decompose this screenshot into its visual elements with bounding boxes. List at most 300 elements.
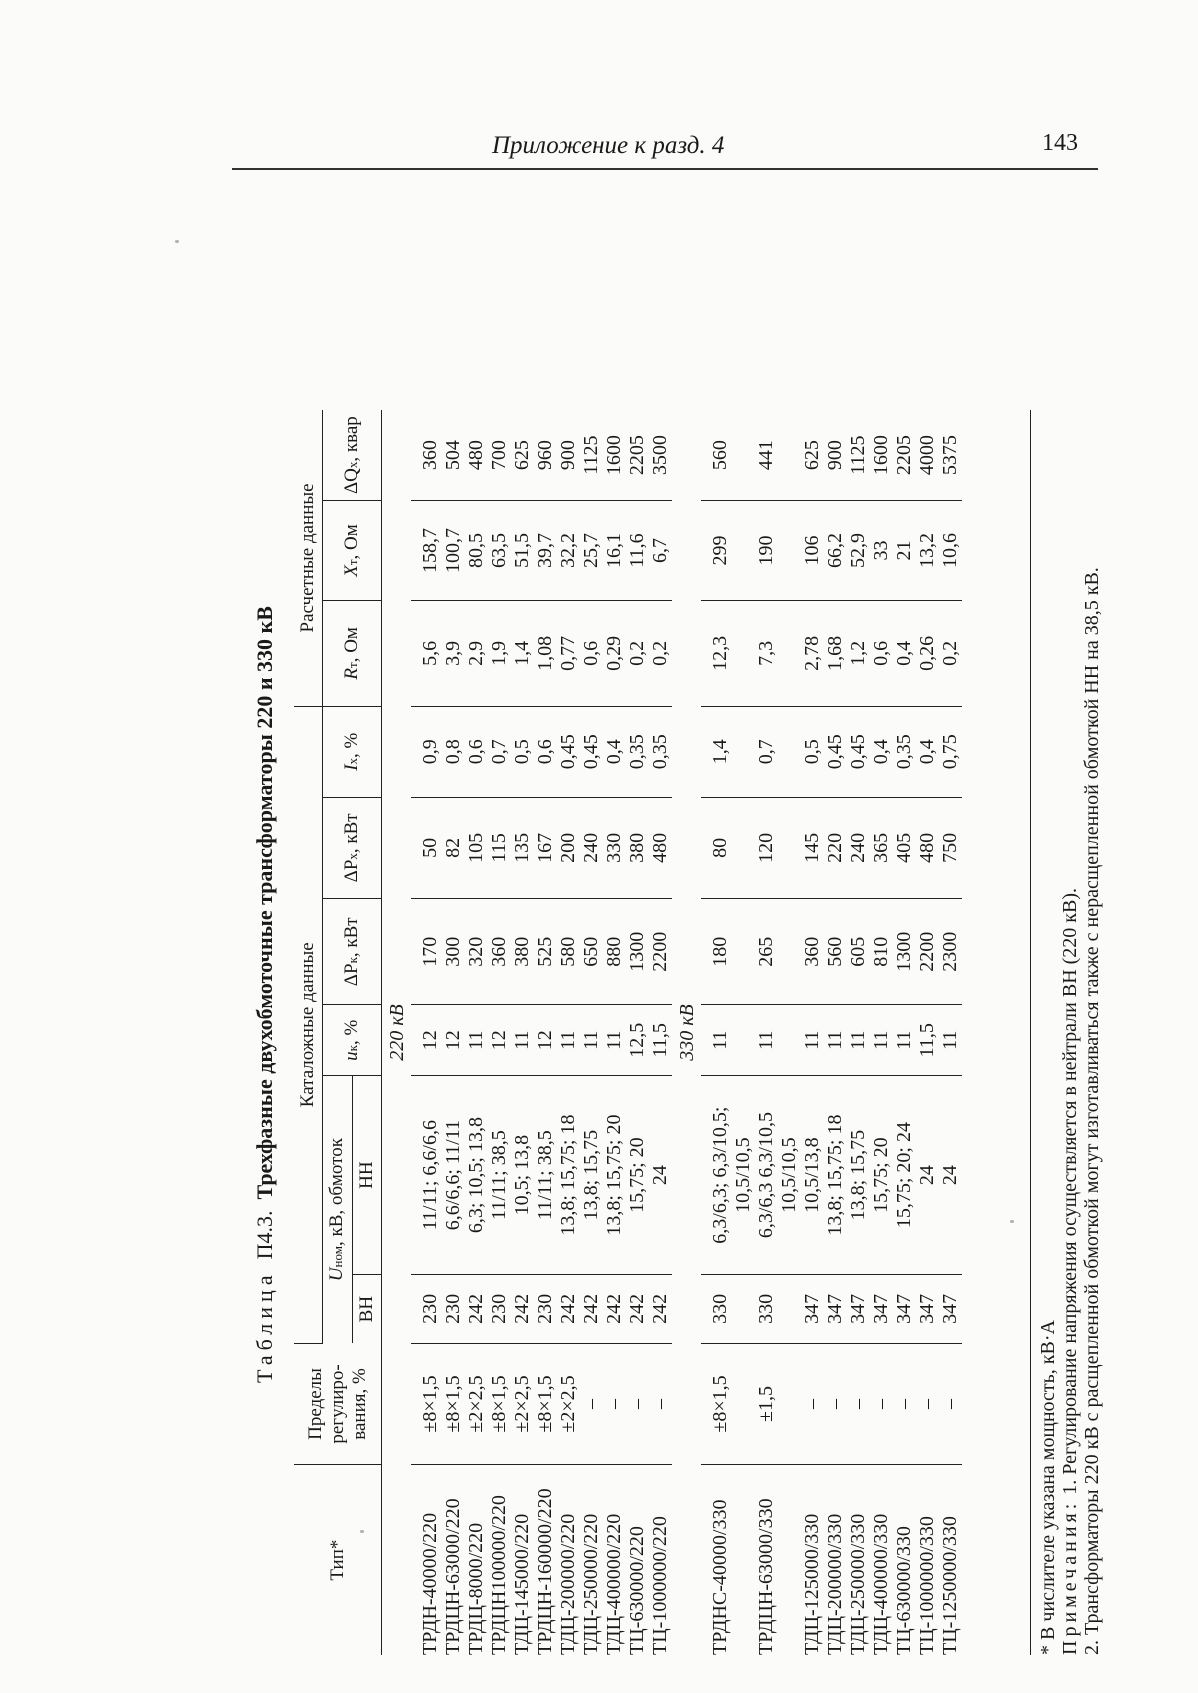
table-cell: 347 [916, 1275, 939, 1344]
header-text: х [344, 461, 360, 469]
type-cell: ТРДН-40000/220 [419, 1512, 441, 1655]
table-cell: 299 [701, 501, 755, 601]
type-cell: ТЦ-1000000/330 [916, 1516, 938, 1655]
table-cell: 0,6 [465, 706, 488, 797]
header-text: ном [330, 1246, 345, 1268]
table-cell: 2200 [649, 899, 672, 1005]
table-cell: 0,26 [916, 600, 939, 706]
table-cell: ±2×2,5 [557, 1343, 580, 1465]
table-row [649, 410, 672, 1655]
table-cell: – [649, 1343, 672, 1465]
header-text: U [326, 1267, 347, 1282]
table-cell: 11 [847, 1005, 870, 1076]
table-cell: 11 [511, 1005, 534, 1076]
table-cell: 11 [755, 1005, 801, 1076]
table-cell: 120 [755, 797, 801, 899]
header-text: , кВт [340, 917, 362, 958]
xt-header [323, 501, 382, 601]
table-cell: 12 [488, 1005, 511, 1076]
header-text: х [344, 757, 360, 765]
type-cell: ТДЦ-125000/330 [801, 1513, 823, 1655]
table-cell: – [824, 1343, 847, 1465]
table-cell: 330 [701, 1275, 755, 1344]
table-cell: 11 [870, 1005, 893, 1076]
table-cell: 360 [411, 410, 442, 501]
group-label-330: 330 кВ [676, 1004, 698, 1061]
table-cell: 13,8; 15,75; 20 [603, 1076, 626, 1275]
table-row [580, 410, 603, 1655]
table-cell: 1,2 [847, 600, 870, 706]
type-cell: ТРДЦ-8000/220 [465, 1522, 487, 1655]
table-cell: 6,3; 10,5; 13,8 [465, 1076, 488, 1275]
table-cell: 230 [442, 1275, 465, 1344]
table-row [626, 410, 649, 1655]
table-cell: 1300 [893, 899, 916, 1005]
table-cell: 1,4 [701, 706, 755, 797]
table-row [824, 410, 847, 1655]
limits-header: Пределы регулиро-вания, % [294, 1343, 382, 1465]
table-cell: 480 [465, 410, 488, 501]
table-cell: 560 [824, 899, 847, 1005]
type-cell: ТРДНС-40000/330 [709, 1499, 731, 1655]
table-row [511, 410, 534, 1655]
table-cell: 24 [916, 1076, 939, 1275]
table-cell: 0,4 [603, 706, 626, 797]
table-cell: 1,68 [824, 600, 847, 706]
table-cell: ±8×1,5 [488, 1343, 511, 1465]
table-cell: 13,8; 15,75; 18 [557, 1076, 580, 1275]
table-cell: 1600 [870, 410, 893, 501]
caption-title: Трехфазные двухобмоточные трансформаторы 220 и 330 кВ [252, 606, 277, 1200]
table-cell: 265 [755, 899, 801, 1005]
header-text: т [344, 559, 360, 566]
table-cell: 32,2 [557, 501, 580, 601]
table-cell: 24 [939, 1076, 962, 1275]
table-cell: 1,9 [488, 600, 511, 706]
table-cell: 300 [442, 899, 465, 1005]
table-cell: 25,7 [580, 501, 603, 601]
footnote-note-1 [1059, 410, 1081, 1655]
table-cell: 12,5 [626, 1005, 649, 1076]
type-cell: ТРДЦН-63000/220 [442, 1498, 464, 1655]
table-cell: 347 [870, 1275, 893, 1344]
table-cell: 625 [511, 410, 534, 501]
table-cell: 10,5/13,8 [801, 1076, 824, 1275]
table-cell: 106 [801, 501, 824, 601]
transformer-table [294, 410, 962, 1655]
type-cell: ТЦ-630000/330 [893, 1526, 915, 1655]
table-cell: 230 [534, 1275, 557, 1344]
nn-header: НН [353, 1076, 382, 1275]
table-cell: 242 [649, 1275, 672, 1344]
table-cell: 0,35 [649, 706, 672, 797]
table-cell: 240 [580, 797, 603, 899]
notes-label: Примечания: [1059, 1499, 1081, 1655]
calculated-header: Расчетные данные [294, 410, 323, 706]
table-cell: 80,5 [465, 501, 488, 601]
type-cell: ТДЦ-400000/220 [603, 1513, 625, 1655]
table-cell: 0,6 [534, 706, 557, 797]
table-row [603, 410, 626, 1655]
header-text: , кВт [340, 813, 362, 854]
table-cell: 0,2 [626, 600, 649, 706]
table-cell: 11 [801, 1005, 824, 1076]
table-cell: 16,1 [603, 501, 626, 601]
type-cell: ТДЦ-200000/220 [557, 1513, 579, 1655]
table-cell: 900 [824, 410, 847, 501]
table-cell: 10,5; 13,8 [511, 1076, 534, 1275]
table-cell [701, 1076, 755, 1275]
table-cell: 11 [893, 1005, 916, 1076]
table-cell: 560 [701, 410, 755, 501]
table-cell: 0,45 [557, 706, 580, 797]
table-cell: ±8×1,5 [534, 1343, 557, 1465]
table-cell: 0,5 [801, 706, 824, 797]
type-cell: ТЦ-1250000/330 [939, 1516, 961, 1655]
px-header [323, 797, 382, 899]
header-text: 10,5/10,5 [732, 1137, 754, 1213]
type-cell: ТЦ-630000/220 [626, 1526, 648, 1655]
table-cell: 11,6 [626, 501, 649, 601]
type-cell: ТДЦ-250000/330 [847, 1513, 869, 1655]
table-cell: 2205 [893, 410, 916, 501]
table-cell: 347 [893, 1275, 916, 1344]
table-row [701, 410, 755, 1655]
table-cell: 6,6/6,6; 11/11 [442, 1076, 465, 1275]
table-cell: – [870, 1343, 893, 1465]
table-cell: 170 [411, 899, 442, 1005]
table-cell: 0,45 [847, 706, 870, 797]
table-cell: 220 [824, 797, 847, 899]
table-cell: 63,5 [488, 501, 511, 601]
table-cell: ±8×1,5 [442, 1343, 465, 1465]
table-cell: 347 [847, 1275, 870, 1344]
table-cell: 242 [603, 1275, 626, 1344]
table-cell: 51,5 [511, 501, 534, 601]
table-cell: 1125 [847, 410, 870, 501]
table-cell: 115 [488, 797, 511, 899]
table-cell: 380 [511, 899, 534, 1005]
table-cell: 82 [442, 797, 465, 899]
running-title: Приложение к разд. 4 [492, 132, 725, 159]
header-text: , Ом [340, 524, 362, 560]
header-text: 6,3/6,3 6,3/10,5 [755, 1112, 777, 1239]
table-cell: 441 [755, 410, 801, 501]
header-text: R [340, 667, 362, 680]
table-cell: 580 [557, 899, 580, 1005]
table-cell: 12 [411, 1005, 442, 1076]
header-text: 10,5/10,5 [778, 1137, 800, 1213]
vn-header: ВН [353, 1275, 382, 1344]
table-cell: 0,4 [916, 706, 939, 797]
table-cell: 0,35 [893, 706, 916, 797]
table-cell: 12 [534, 1005, 557, 1076]
table-cell: 380 [626, 797, 649, 899]
header-text: ΔP [340, 963, 362, 987]
table-cell: 347 [939, 1275, 962, 1344]
pk-header [323, 899, 382, 1005]
table-cell: 360 [801, 899, 824, 1005]
type-cell: ТРДЦН-160000/220 [534, 1488, 556, 1655]
table-cell: ±8×1,5 [411, 1343, 442, 1465]
table-cell: 0,45 [824, 706, 847, 797]
type-cell: ТДЦ-400000/330 [870, 1513, 892, 1655]
table-cell: ±1,5 [755, 1343, 801, 1465]
rotated-table-block [250, 410, 1110, 1655]
header-row-1 [294, 410, 323, 1655]
table-cell: 11/11; 6,6/6,6 [411, 1076, 442, 1275]
table-cell: 347 [801, 1275, 824, 1344]
table-cell: 13,8; 15,75 [580, 1076, 603, 1275]
table-cell: 180 [701, 899, 755, 1005]
header-text: u [340, 1051, 362, 1061]
uk-header [323, 1005, 382, 1076]
table-cell: 242 [557, 1275, 580, 1344]
table-cell: ±2×2,5 [465, 1343, 488, 1465]
table-cell: 66,2 [824, 501, 847, 601]
table-cell: 11 [603, 1005, 626, 1076]
header-text: 6,3/6,3; 6,3/10,5; [709, 1106, 731, 1244]
footnote-asterisk: * В числителе указана мощность, кВ·А [1037, 1320, 1059, 1655]
table-row [465, 410, 488, 1655]
table-caption [252, 410, 278, 1655]
table-cell: 11/11; 38,5 [534, 1076, 557, 1275]
header-text: ΔP [340, 859, 362, 883]
table-cell: 0,4 [870, 706, 893, 797]
table-cell: 480 [649, 797, 672, 899]
table-cell: 11 [939, 1005, 962, 1076]
table-cell: 15,75; 20 [626, 1076, 649, 1275]
table-cell: 0,7 [755, 706, 801, 797]
table-cell: 105 [465, 797, 488, 899]
table-cell: 504 [442, 410, 465, 501]
table-cell: 230 [488, 1275, 511, 1344]
table-cell: – [626, 1343, 649, 1465]
table-cell: 11 [557, 1005, 580, 1076]
table-cell: 145 [801, 797, 824, 899]
table-row [916, 410, 939, 1655]
table-cell: 0,4 [893, 600, 916, 706]
table-cell: 11,5 [916, 1005, 939, 1076]
u-nom-header [323, 1076, 353, 1344]
scan-speck [175, 240, 179, 243]
table-cell: 0,6 [870, 600, 893, 706]
table-cell: 900 [557, 410, 580, 501]
table-cell: 480 [916, 797, 939, 899]
table-cell: 525 [534, 899, 557, 1005]
catalog-header: Каталожные данные [294, 706, 323, 1343]
table-cell: 230 [411, 1275, 442, 1344]
table-cell: 2,78 [801, 600, 824, 706]
table-cell: 365 [870, 797, 893, 899]
table-cell: 167 [534, 797, 557, 899]
table-cell: 242 [465, 1275, 488, 1344]
header-text: , квар [340, 416, 362, 462]
caption-number: П4.3. [252, 1210, 277, 1260]
table-cell: 11 [580, 1005, 603, 1076]
header-text: I [340, 764, 362, 771]
header-text: , кВ, обмоток [326, 1138, 347, 1247]
qx-header [323, 410, 382, 501]
table-cell: – [801, 1343, 824, 1465]
table-cell: 2,9 [465, 600, 488, 706]
table-cell: 33 [870, 501, 893, 601]
table-cell: – [603, 1343, 626, 1465]
table-cell: – [916, 1343, 939, 1465]
table-cell: 880 [603, 899, 626, 1005]
group-row-330 [672, 410, 701, 1655]
table-row [411, 410, 442, 1655]
running-head [232, 118, 1098, 170]
table-cell: 0,45 [580, 706, 603, 797]
type-cell: ТЦ-1000000/220 [649, 1516, 671, 1655]
table-cell: 11,5 [649, 1005, 672, 1076]
table-cell: 3,9 [442, 600, 465, 706]
table-cell: 1,08 [534, 600, 557, 706]
table-row [557, 410, 580, 1655]
table-cell: 13,8; 15,75 [847, 1076, 870, 1275]
table-cell: 1,4 [511, 600, 534, 706]
table-cell: 625 [801, 410, 824, 501]
table-cell: 190 [755, 501, 801, 601]
table-row [801, 410, 824, 1655]
table-cell: 39,7 [534, 501, 557, 601]
header-text: х [344, 853, 360, 860]
table-cell: 605 [847, 899, 870, 1005]
table-row [893, 410, 916, 1655]
table-cell: 11 [465, 1005, 488, 1076]
table-cell: 13,2 [916, 501, 939, 601]
table-cell: 11 [701, 1005, 755, 1076]
page-number: 143 [1042, 130, 1078, 156]
table-cell: 24 [649, 1076, 672, 1275]
caption-label: Таблица [252, 1270, 277, 1383]
table-cell: 1300 [626, 899, 649, 1005]
table-cell: 2205 [626, 410, 649, 501]
table-cell: 0,2 [939, 600, 962, 706]
table-cell: 15,75; 20 [870, 1076, 893, 1275]
table-cell: 13,8; 15,75; 18 [824, 1076, 847, 1275]
table-cell: 650 [580, 899, 603, 1005]
note-1-text: 1. Регулирование напряжения осуществляется в нейтрали ВН (220 кВ). [1059, 887, 1081, 1495]
table-cell: 6,7 [649, 501, 672, 601]
table-cell: 200 [557, 797, 580, 899]
header-text: т [344, 662, 360, 668]
table-cell: 750 [939, 797, 962, 899]
table-row [755, 410, 801, 1655]
group-row-220 [382, 410, 412, 1655]
type-header: Тип* [294, 1465, 382, 1655]
table-cell: 0,8 [442, 706, 465, 797]
table-cell: 11 [824, 1005, 847, 1076]
table-cell: 1125 [580, 410, 603, 501]
table-cell: 0,75 [939, 706, 962, 797]
table-cell: – [580, 1343, 603, 1465]
type-cell: ТДЦ-200000/330 [824, 1513, 846, 1655]
table-cell: 2300 [939, 899, 962, 1005]
footnotes [1030, 410, 1103, 1655]
table-cell: 0,77 [557, 600, 580, 706]
table-cell: 21 [893, 501, 916, 601]
table-row [534, 410, 557, 1655]
header-text: ΔQ [340, 468, 362, 495]
table-cell: 960 [534, 410, 557, 501]
table-cell [755, 1076, 801, 1275]
table-cell: 11/11; 38,5 [488, 1076, 511, 1275]
table-cell: 320 [465, 899, 488, 1005]
table-cell: 52,9 [847, 501, 870, 601]
table-cell: 405 [893, 797, 916, 899]
table-cell: 100,7 [442, 501, 465, 601]
table-cell: 810 [870, 899, 893, 1005]
table-cell: 242 [580, 1275, 603, 1344]
table-cell: 0,6 [580, 600, 603, 706]
table-cell: 1600 [603, 410, 626, 501]
footnote-note-2: 2. Трансформаторы 220 кВ с расщепленной обмоткой могут изготавливаться также с нерасщепленной обмоткой НН на 38,5 кВ. [1081, 567, 1103, 1655]
type-cell: ТРДЦН-63000/330 [755, 1498, 777, 1655]
table-cell: 10,6 [939, 501, 962, 601]
table-cell: 242 [626, 1275, 649, 1344]
table-cell: 0,35 [626, 706, 649, 797]
header-text: к [344, 1044, 360, 1052]
table-cell: 240 [847, 797, 870, 899]
table-cell: 12,3 [701, 600, 755, 706]
table-cell: 135 [511, 797, 534, 899]
table-cell: 0,9 [411, 706, 442, 797]
table-cell: 0,2 [649, 600, 672, 706]
table-cell: 0,29 [603, 600, 626, 706]
table-cell: – [939, 1343, 962, 1465]
table-row [442, 410, 465, 1655]
table-cell: 347 [824, 1275, 847, 1344]
table-cell: 330 [755, 1275, 801, 1344]
header-text: , % [340, 732, 362, 758]
table-cell: 2200 [916, 899, 939, 1005]
header-text: , Ом [340, 627, 362, 663]
table-cell: 12 [442, 1005, 465, 1076]
table-cell: 330 [603, 797, 626, 899]
type-cell: ТДЦ-250000/220 [580, 1513, 602, 1655]
header-text: , % [340, 1019, 362, 1045]
table-cell: 50 [411, 797, 442, 899]
table-cell: 700 [488, 410, 511, 501]
type-cell: ТРДЦН100000/220 [488, 1495, 510, 1655]
table-cell: ±8×1,5 [701, 1343, 755, 1465]
table-cell: ±2×2,5 [511, 1343, 534, 1465]
table-cell: 242 [511, 1275, 534, 1344]
type-cell: ТДЦ-145000/220 [511, 1513, 533, 1655]
table-row [847, 410, 870, 1655]
table-cell: – [893, 1343, 916, 1465]
header-text: к [344, 957, 360, 964]
table-cell: 3500 [649, 410, 672, 501]
table-cell: 0,7 [488, 706, 511, 797]
table-cell: 15,75; 20; 24 [893, 1076, 916, 1275]
header-text: X [340, 565, 362, 577]
rt-header [323, 600, 382, 706]
table-cell: – [847, 1343, 870, 1465]
table-cell: 5,6 [411, 600, 442, 706]
table-row [870, 410, 893, 1655]
table-cell: 0,5 [511, 706, 534, 797]
table-cell: 4000 [916, 410, 939, 501]
table-row [488, 410, 511, 1655]
group-label-220: 220 кВ [386, 1004, 408, 1061]
table-cell: 7,3 [755, 600, 801, 706]
table-cell: 80 [701, 797, 755, 899]
table-cell: 360 [488, 899, 511, 1005]
table-cell: 5375 [939, 410, 962, 501]
